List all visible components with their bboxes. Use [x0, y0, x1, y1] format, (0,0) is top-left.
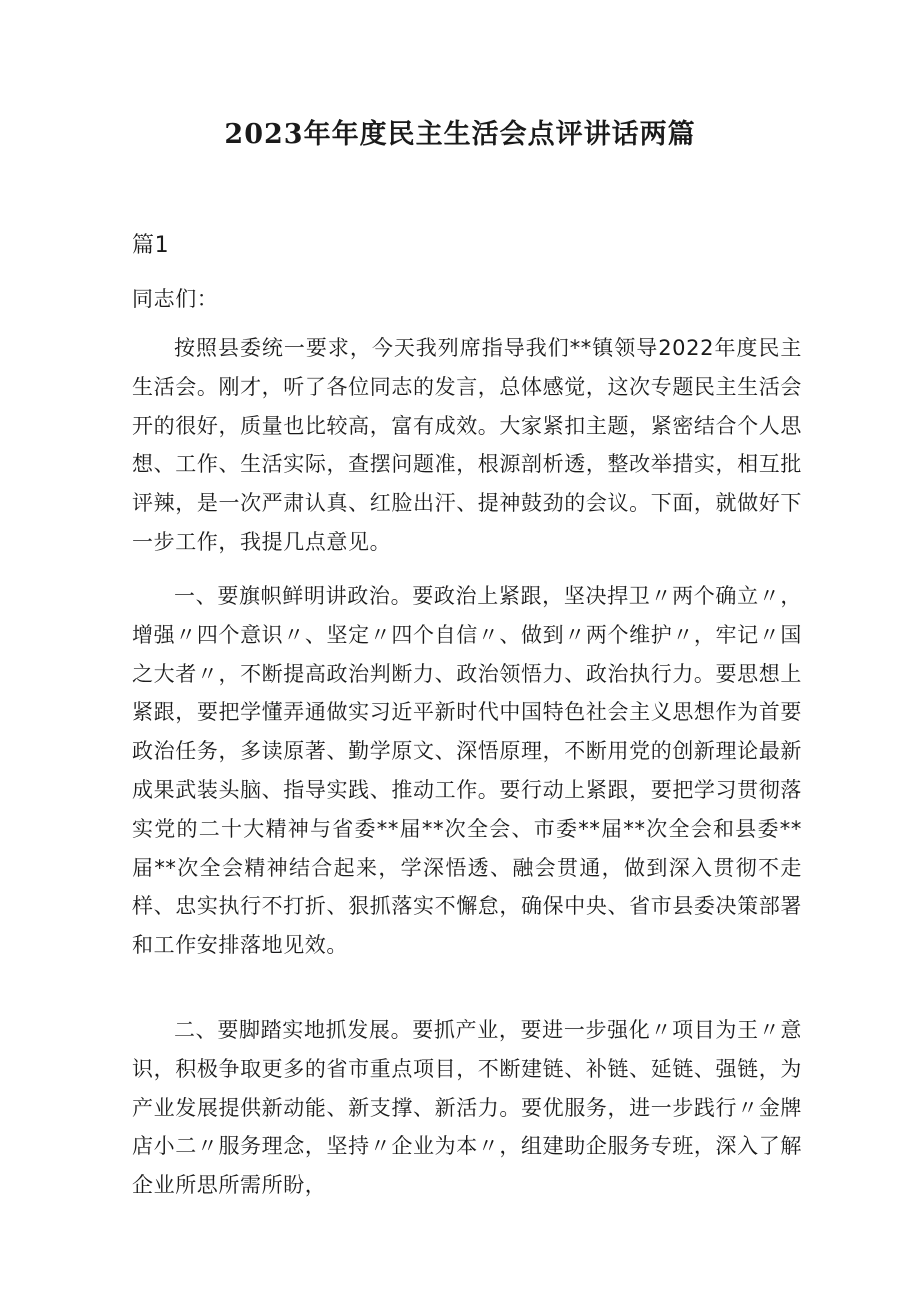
- section-label: 篇1: [132, 233, 170, 258]
- paragraph-development: 二、要脚踏实地抓发展。要抓产业，要进一步强化〃项目为王〃意识，积极争取更多的省市重点项目，不断建链、补链、延链、强链，为产业发展提供新动能、新支撑、新活力。要优服务，进一步践行〃金牌店小二〃服务理念，坚持〃企业为本〃，组建助企服务专班，深入了解企业所思所需所盼，: [132, 1018, 802, 1198]
- paragraph-politics: 一、要旗帜鲜明讲政治。要政治上紧跟，坚决捍卫〃两个确立〃，增强〃四个意识〃、坚定〃四个自信〃、做到〃两个维护〃，牢记〃国之大者〃，不断提高政治判断力、政治领悟力、政治执行力。要思想上紧跟，要把学懂弄通做实习近平新时代中国特色社会主义思想作为首要政治任务，多读原著、勤学原文、深悟原理，不断用党的创新理论最新成果武装头脑、指导实践、推动工作。要行动上紧跟，要把学习贯彻落实党的二十大精神与省委**届**次全会、市委**届**次全会和县委**届**次全会精神结合起来，学深悟透、融会贯通，做到深入贯彻不走样、忠实执行不打折、狠抓落实不懈怠，确保中央、省市县委决策部署和工作安排落地见效。: [132, 584, 802, 958]
- paragraph-intro: 按照县委统一要求，今天我列席指导我们**镇领导2022年度民主生活会。刚才，听了各位同志的发言，总体感觉，这次专题民主生活会开的很好，质量也比较高，富有成效。大家紧扣主题，紧密结合个人思想、工作、生活实际，查摆问题准，根源剖析透，整改举措实，相互批评辣，是一次严肃认真、红脸出汗、提神鼓劲的会议。下面，就做好下一步工作，我提几点意见。: [132, 336, 802, 554]
- document-title: 2023年年度民主生活会点评讲话两篇: [224, 119, 696, 150]
- salutation: 同志们：: [132, 287, 219, 311]
